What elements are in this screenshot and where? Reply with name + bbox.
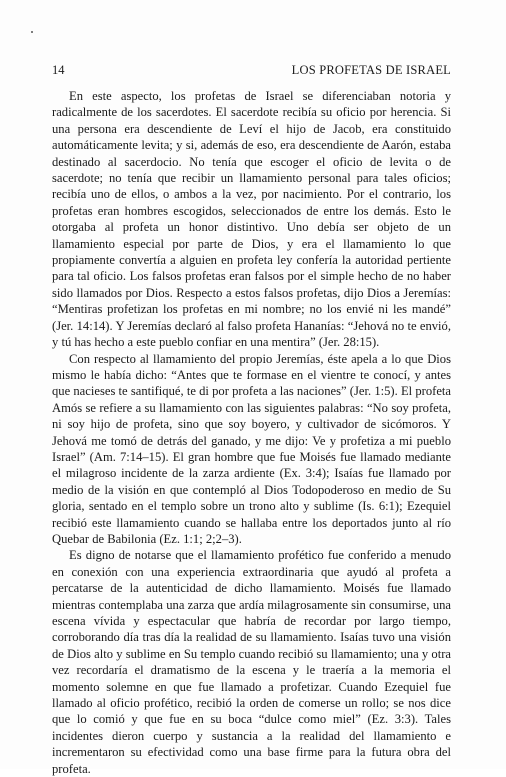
- running-head: LOS PROFETAS DE ISRAEL: [291, 63, 451, 77]
- page-number: 14: [52, 63, 65, 77]
- ink-dot: [31, 31, 33, 33]
- paragraph: Es digno de notarse que el llamamiento profético fue conferido a menudo en conexión con una experiencia extraordinaria que ayudó al profeta a percatarse de la autenticidad de dicho llamamiento. Moisés fue llamado mientras contemplaba una zarza que ardía milagrosamente sin consumirse, una escena vívida y espectacular que habría de recordar por largo tiempo, corroborando día tras día la realidad de su llamamiento. Isaías tuvo una visión de Dios alto y sublime en Su templo cuando recibió su llamamiento; una y otra vez recordaría el dramatismo de la escena y le traería a la memoria el momento solemne en que fue llamado a profetizar. Cuando Ezequiel fue llamado al oficio profético, recibió la orden de comerse un rollo; se nos dice que lo comió y que fue en su boca “dulce como miel” (Ez. 3:3). Tales incidentes dieron cuerpo y sustancia a la realidad del llamamiento e incrementaron su efectividad como una base firme para la futura obra del profeta.: [52, 548, 451, 776]
- page-header: [52, 62, 451, 78]
- paragraph: Con respecto al llamamiento del propio Jeremías, éste apela a lo que Dios mismo le había dicho: “Antes que te formase en el vientre te conocí, y antes que nacieses te santifiqué, te di por profeta a las naciones” (Jer. 1:5). El profeta Amós se refiere a su llamamiento con las siguientes palabras: “No soy profeta, ni soy hijo de profeta, sino que soy boyero, y cultivador de sicómoros. Y Jehová me tomó de detrás del ganado, y me dijo: Ve y profetiza a mi pueblo Israel” (Am. 7:14–15). El gran hombre que fue Moisés fue llamado mediante el milagroso incidente de la zarza ardiente (Ex. 3:4); Isaías fue llamado por medio de la visión en que contempló al Dios Todopoderoso en medio de Su gloria, sentado en el templo sobre un trono alto y sublime (Is. 6:1); Ezequiel recibió este llamamiento cuando se hallaba entre los deportados junto al río Quebar de Babilonia (Ez. 1:1; 2;2–3).: [52, 351, 451, 546]
- paragraph: En este aspecto, los profetas de Israel se diferenciaban notoria y radicalmente de los sacerdotes. El sacerdote recibía su oficio por herencia. Si una persona era descendiente de Leví el hijo de Jacob, era constituido automáticamente levita; y si, además de eso, era descendiente de Aarón, estaba destinado al sacerdocio. No tenía que escoger el oficio de levita o de sacerdote; no tenía que recibir un llamamiento personal para tales oficios; recibía uno de ellos, o ambos a la vez, por nacimiento. Por el contrario, los profetas eran hombres escogidos, seleccionados de entre los demás. Esto le otorgaba al profeta un honor distintivo. Uno debía ser objeto de un llamamiento especial por parte de Dios, y era el llamamiento lo que propiamente convertía a alguien en profeta ley confería la autoridad pertiente para tal oficio. Los falsos profetas eran falsos por el simple hecho de no haber sido llamados por Dios. Respecto a estos falsos profetas, dijo Dios a Jeremías: “Mentiras profetizan los profetas en mi nombre; no los envié ni les mandé” (Jer. 14:14). Y Jeremías declaró al falso profeta Hananías: “Jehová no te envió, y tú has hecho a este pueblo confiar en una mentira” (Jer. 28:15).: [52, 89, 451, 350]
- body-text: [52, 88, 451, 777]
